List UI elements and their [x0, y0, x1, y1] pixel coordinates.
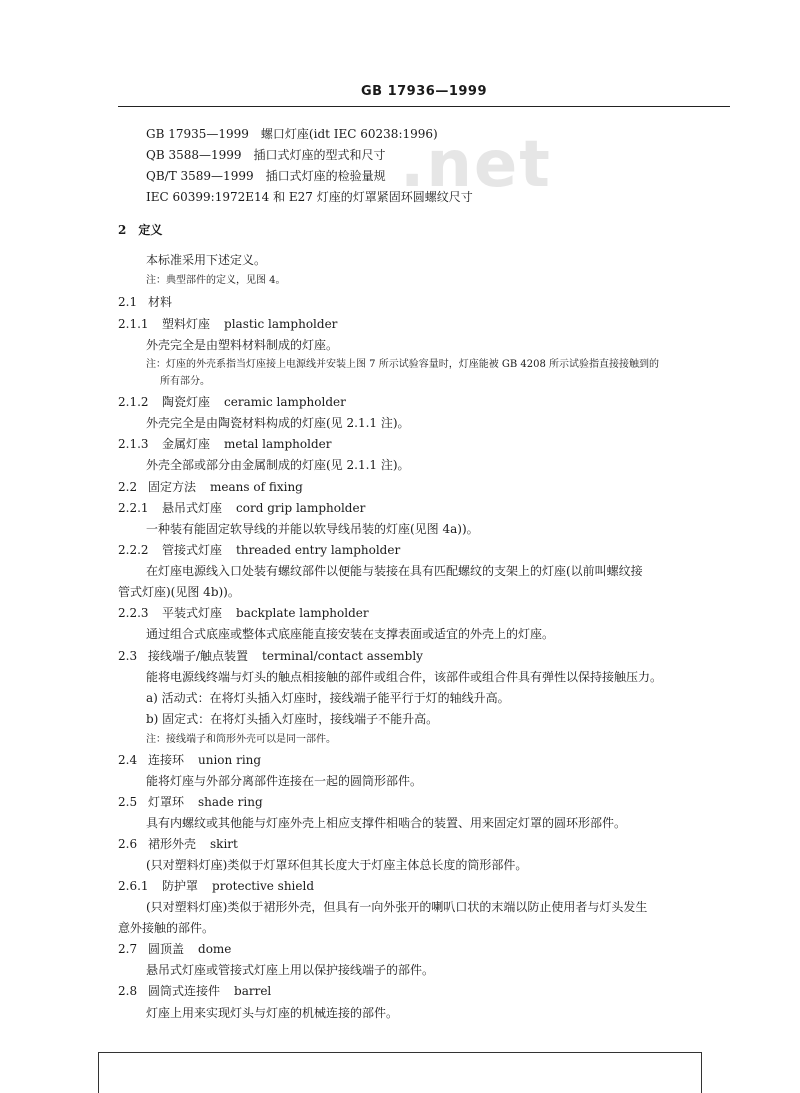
section-intro: 本标准采用下述定义。 — [146, 253, 267, 267]
definition-text: 外壳完全是由塑料材料制成的灯座。 — [146, 338, 339, 352]
term-english: shade ring — [198, 795, 263, 809]
definition-term — [118, 794, 263, 810]
clause-number: 2.7 — [118, 942, 138, 956]
definition-term — [118, 605, 369, 621]
term-title: 圆筒式连接件 — [148, 984, 221, 998]
definition-text: b) 固定式：在将灯头插入灯座时，接线端子不能升高。 — [146, 712, 439, 726]
term-title: 管接式灯座 — [162, 543, 223, 557]
page-header-standard-number: GB 17936—1999 — [360, 84, 487, 99]
definition-term — [118, 941, 231, 957]
term-title: 塑料灯座 — [162, 317, 211, 331]
definition-text: a) 活动式：在将灯头插入灯座时，接线端子能平行于灯的轴线升高。 — [146, 691, 510, 705]
reference-item: GB 17935—1999 螺口灯座(idt IEC 60238:1996) — [146, 127, 438, 141]
definition-text: 能将电源线终端与灯头的触点相接触的部件或组合件，该部件或组合件具有弹性以保持接触压力。 — [146, 670, 663, 684]
definition-text-continued: 管式灯座)(见图 4b))。 — [118, 585, 240, 599]
term-english: dome — [198, 942, 232, 956]
definition-text-continued: 意外接触的部件。 — [118, 921, 215, 935]
definition-term — [118, 316, 337, 332]
clause-number: 2.4 — [118, 753, 138, 767]
term-title: 陶瓷灯座 — [162, 395, 211, 409]
definition-term — [118, 542, 400, 558]
definition-note: 注：灯座的外壳系指当灯座接上电源线并安装上图 7 所示试验容量时，灯座能被 GB 4208 所示试验指直接接触到的 — [146, 359, 660, 370]
term-english: ceramic lampholder — [224, 395, 346, 409]
term-title: 平装式灯座 — [162, 606, 223, 620]
definition-note-continued: 所有部分。 — [160, 376, 210, 387]
clause-number: 2.2 — [118, 480, 138, 494]
section-heading: 2 定义 — [118, 223, 163, 237]
term-english: protective shield — [212, 879, 315, 893]
definition-term — [118, 648, 423, 664]
clause-number: 2.5 — [118, 795, 138, 809]
term-title: 连接环 — [148, 753, 185, 767]
term-english: means of fixing — [210, 480, 303, 494]
definition-text: 在灯座电源线入口处装有螺纹部件以便能与装接在具有匹配螺纹的支架上的灯座(以前叫螺纹接 — [146, 564, 643, 578]
clause-number: 2.2.3 — [118, 606, 149, 620]
definition-term — [118, 752, 261, 768]
term-english: plastic lampholder — [224, 317, 338, 331]
term-english: cord grip lampholder — [236, 501, 366, 515]
clause-number: 2.6.1 — [118, 879, 149, 893]
reference-item: IEC 60399:1972E14 和 E27 灯座的灯罩紧固环圆螺纹尺寸 — [146, 190, 473, 204]
definition-text: (只对塑料灯座)类似于灯罩环但其长度大于灯座主体总长度的筒形部件。 — [146, 858, 528, 872]
term-english: barrel — [234, 984, 272, 998]
definition-text: 外壳全部或部分由金属制成的灯座(见 2.1.1 注)。 — [146, 458, 410, 472]
clause-number: 2.1 — [118, 295, 138, 309]
clause-number: 2.2.2 — [118, 543, 149, 557]
definition-term — [118, 394, 346, 410]
term-english: terminal/contact assembly — [262, 649, 423, 663]
term-title: 裙形外壳 — [148, 837, 197, 851]
definition-text: 悬吊式灯座或管接式灯座上用以保护接线端子的部件。 — [146, 963, 435, 977]
definition-term — [118, 836, 238, 852]
section-note: 注：典型部件的定义，见图 4。 — [146, 275, 286, 286]
definition-note: 注：接线端子和筒形外壳可以是同一部件。 — [146, 734, 336, 745]
term-title: 固定方法 — [148, 480, 197, 494]
definition-text: 具有内螺纹或其他能与灯座外壳上相应支撑件相啮合的装置、用来固定灯罩的圆环形部件。 — [146, 816, 627, 830]
clause-number: 2.3 — [118, 649, 138, 663]
term-title: 金属灯座 — [162, 437, 211, 451]
term-title: 灯罩环 — [148, 795, 185, 809]
definition-text: 一种装有能固定软导线的并能以软导线吊装的灯座(见图 4a))。 — [146, 522, 479, 536]
term-english: skirt — [210, 837, 238, 851]
clause-number: 2.1.2 — [118, 395, 149, 409]
header-divider — [118, 106, 730, 107]
definition-text: (只对塑料灯座)类似于裙形外壳，但具有一向外张开的喇叭口状的末端以防止使用者与灯头发生 — [146, 900, 648, 914]
clause-number: 2.1.3 — [118, 437, 149, 451]
footer-frame — [98, 1052, 702, 1093]
clause-number: 2.6 — [118, 837, 138, 851]
term-title: 接线端子/触点装置 — [148, 649, 249, 663]
definition-term — [118, 983, 271, 999]
definition-term — [118, 500, 365, 516]
definition-term — [118, 294, 172, 310]
watermark: .net — [400, 128, 552, 202]
definition-text: 外壳完全是由陶瓷材料构成的灯座(见 2.1.1 注)。 — [146, 416, 410, 430]
clause-number: 2.2.1 — [118, 501, 149, 515]
definition-text: 通过组合式底座或整体式底座能直接安装在支撑表面或适宜的外壳上的灯座。 — [146, 627, 555, 641]
term-title: 防护罩 — [162, 879, 199, 893]
clause-number: 2.8 — [118, 984, 138, 998]
definition-term — [118, 878, 314, 894]
reference-item: QB 3588—1999 插口式灯座的型式和尺寸 — [146, 148, 386, 162]
term-english: threaded entry lampholder — [236, 543, 401, 557]
term-english: metal lampholder — [224, 437, 332, 451]
term-english: backplate lampholder — [236, 606, 369, 620]
definition-term — [118, 436, 332, 452]
definition-text: 灯座上用来实现灯头与灯座的机械连接的部件。 — [146, 1006, 399, 1020]
term-english: union ring — [198, 753, 262, 767]
reference-item: QB/T 3589—1999 插口式灯座的检验量规 — [146, 169, 386, 183]
clause-number: 2.1.1 — [118, 317, 149, 331]
definition-text: 能将灯座与外部分离部件连接在一起的圆筒形部件。 — [146, 774, 423, 788]
term-title: 悬吊式灯座 — [162, 501, 223, 515]
term-title: 圆顶盖 — [148, 942, 185, 956]
definition-term — [118, 479, 303, 495]
term-title: 材料 — [148, 295, 173, 309]
